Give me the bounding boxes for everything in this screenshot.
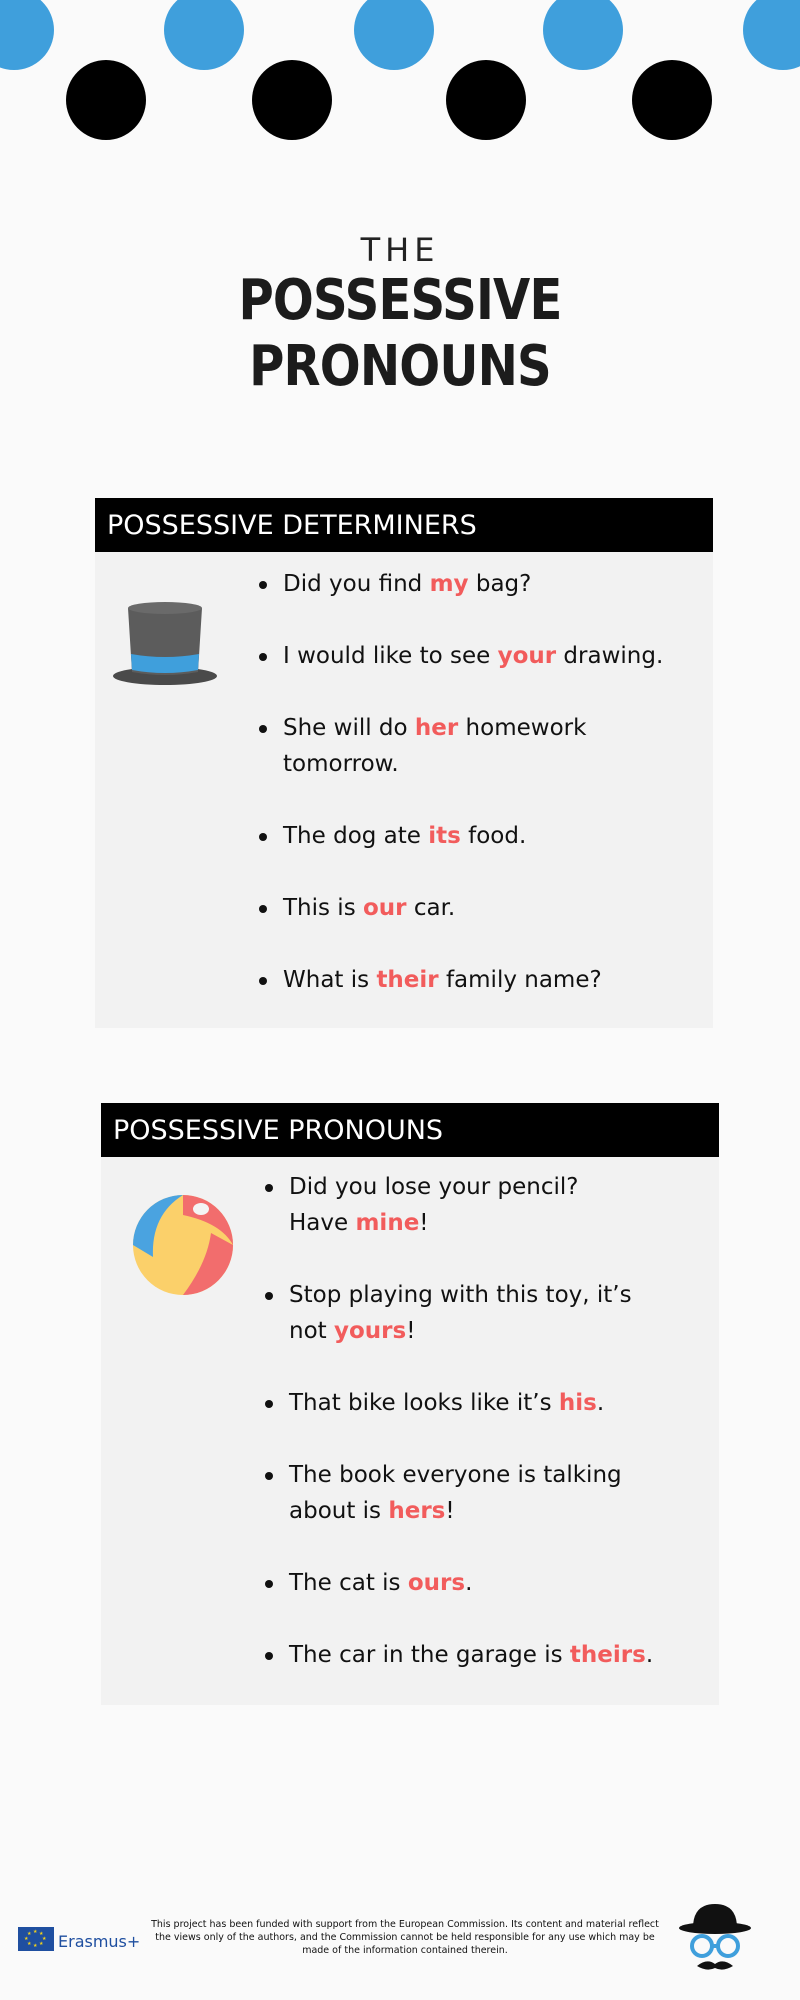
list-item	[261, 1637, 699, 1673]
funding-disclaimer: This project has been funded with support from the European Commission. Its content and material reflect the views only of the authors, and the Commission cannot be held responsible for any use which may be made of the information contained therein.	[151, 1919, 659, 1956]
sentence-text: What is	[283, 967, 377, 993]
list-item	[261, 1277, 699, 1349]
black-dot	[252, 60, 332, 140]
sentence-text: !	[419, 1210, 429, 1236]
highlight-word: hers	[388, 1498, 446, 1524]
sentence-text: Stop playing with this toy, it’s not	[289, 1282, 632, 1344]
sentence-text: Did you find	[283, 571, 430, 597]
title-line-2: PRONOUNS	[249, 334, 551, 399]
eu-flag-icon: ★ ★ ★ ★ ★ ★ ★ ★	[18, 1927, 54, 1951]
highlight-word: its	[428, 823, 461, 849]
sentence-text: bag?	[468, 571, 532, 597]
footer	[0, 1900, 800, 2000]
top-hat-icon	[110, 598, 220, 688]
highlight-word: their	[376, 967, 439, 993]
erasmus-logo-text: Erasmus+	[58, 1932, 141, 1951]
pronouns-header: POSSESSIVE PRONOUNS	[101, 1103, 719, 1157]
highlight-word: theirs	[569, 1642, 646, 1668]
sentence-text: The book everyone is talking about is	[289, 1462, 622, 1524]
blue-dot	[543, 0, 623, 70]
sentence-text: The car in the garage is	[289, 1642, 570, 1668]
sentence-text: This is	[283, 895, 363, 921]
determiners-card	[95, 498, 713, 1028]
highlight-word: her	[414, 715, 459, 741]
list-item	[255, 818, 693, 854]
sentence-text: The cat is	[289, 1570, 408, 1596]
sentence-text: family name?	[438, 967, 602, 993]
sentence-text: .	[465, 1570, 473, 1596]
sentence-text: drawing.	[556, 643, 664, 669]
sentence-text: She will do	[283, 715, 415, 741]
highlight-word: mine	[355, 1210, 420, 1236]
determiners-list	[255, 552, 693, 998]
list-item	[261, 1565, 699, 1601]
blue-dot	[354, 0, 434, 70]
sentence-text: I would like to see	[283, 643, 498, 669]
sentence-text: car.	[406, 895, 456, 921]
black-dot	[446, 60, 526, 140]
list-item	[255, 566, 693, 602]
list-item	[255, 638, 693, 674]
sentence-text: !	[406, 1318, 416, 1344]
sentence-text: .	[645, 1642, 654, 1668]
title-line-1: POSSESSIVE	[238, 268, 562, 333]
sentence-text: homework tomorrow.	[283, 715, 587, 777]
decorative-dots	[0, 0, 800, 150]
sentence-text: Did you lose your pencil?	[289, 1174, 579, 1200]
list-item	[255, 710, 693, 782]
sentence-text: !	[445, 1498, 455, 1524]
list-item	[255, 962, 693, 998]
sentence-text: The dog ate	[283, 823, 429, 849]
blue-dot	[164, 0, 244, 70]
list-item	[261, 1385, 699, 1421]
beach-ball-icon	[131, 1193, 235, 1297]
pronouns-list	[261, 1157, 699, 1673]
list-item	[255, 890, 693, 926]
title-the: THE	[360, 231, 440, 269]
determiners-header: POSSESSIVE DETERMINERS	[95, 498, 713, 552]
highlight-word: our	[363, 895, 407, 921]
sentence-text: food.	[460, 823, 527, 849]
highlight-word: ours	[407, 1570, 466, 1596]
sentence-text: Have	[289, 1210, 356, 1236]
pronouns-card	[101, 1103, 719, 1705]
highlight-word: yours	[333, 1318, 407, 1344]
list-item	[261, 1169, 699, 1241]
page-title	[0, 232, 800, 400]
sentence-text: .	[596, 1390, 605, 1416]
highlight-word: his	[558, 1390, 597, 1416]
list-item	[261, 1457, 699, 1529]
highlight-word: my	[429, 571, 469, 597]
highlight-word: your	[497, 643, 557, 669]
blue-dot	[0, 0, 54, 70]
black-dot	[66, 60, 146, 140]
hat-glasses-mustache-icon	[675, 1900, 755, 1980]
sentence-text: That bike looks like it’s	[289, 1390, 559, 1416]
black-dot	[632, 60, 712, 140]
blue-dot	[743, 0, 800, 70]
